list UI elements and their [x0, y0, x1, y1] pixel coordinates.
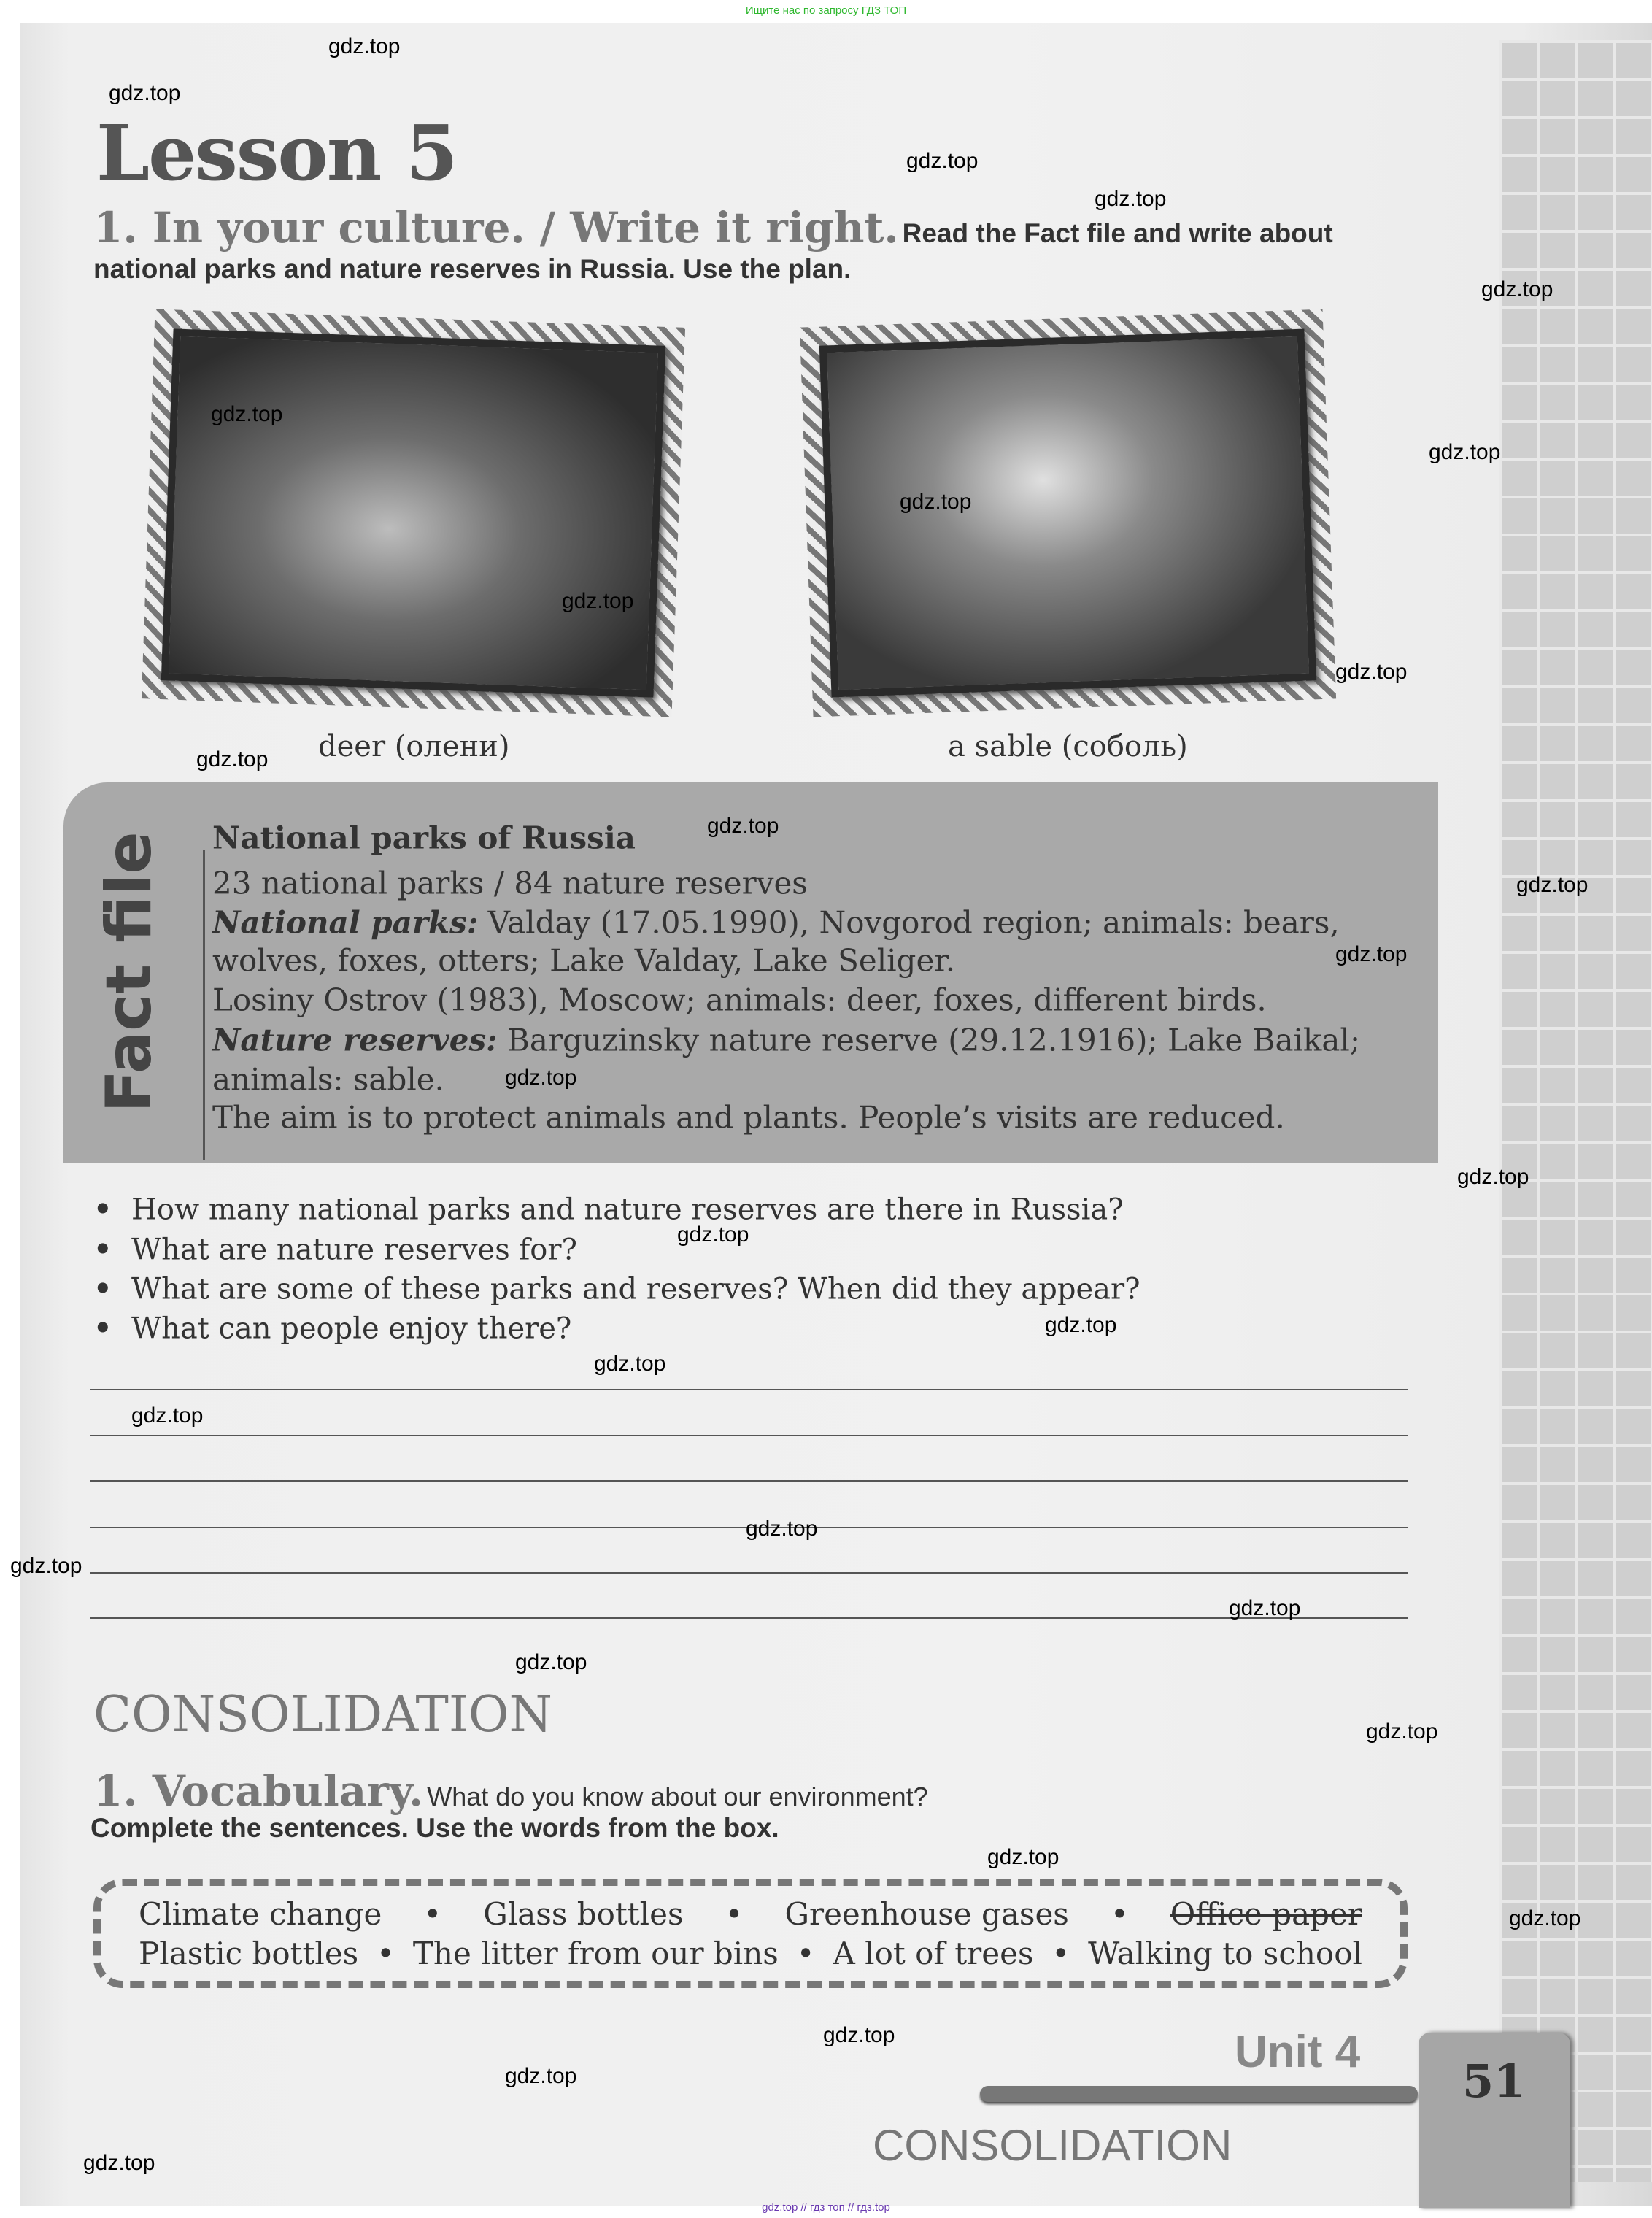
- fact-aim: The aim is to protect animals and plants. People’s visits are reduced.: [212, 1099, 1285, 1136]
- bullet-icon: •: [423, 1896, 442, 1932]
- plan-text: What can people enjoy there?: [131, 1312, 572, 1346]
- lesson-title: Lesson 5: [96, 108, 457, 198]
- fact-heading: National parks of Russia: [212, 820, 636, 856]
- watermark: gdz.top: [505, 1066, 577, 1090]
- bullet-icon: •: [93, 1271, 112, 1306]
- plan-item: [93, 1233, 577, 1267]
- exercise-title: 1. In your culture. / Write it right.: [93, 203, 899, 253]
- fact-line: Losiny Ostrov (1983), Moscow; animals: deer, foxes, different birds.: [212, 982, 1267, 1018]
- consolidation-heading: CONSOLIDATION: [93, 1686, 552, 1744]
- fact-count: 23 national parks / 84 nature reserves: [212, 865, 808, 901]
- watermark: gdz.top: [594, 1352, 666, 1376]
- fact-line: wolves, foxes, otters; Lake Valday, Lake Seliger.: [212, 942, 956, 979]
- word-item: Climate change: [139, 1896, 382, 1932]
- watermark: gdz.top: [109, 81, 181, 105]
- fact-text: Valday (17.05.1990), Novgorod region; animals: bears,: [478, 904, 1340, 941]
- watermark: gdz.top: [505, 2064, 577, 2088]
- watermark: gdz.top: [131, 1403, 204, 1428]
- vocabulary-instruction: Complete the sentences. Use the words from the box.: [90, 1813, 779, 1843]
- watermark: gdz.top: [900, 490, 972, 514]
- unit-bar: [980, 2086, 1418, 2102]
- watermark: gdz.top: [906, 149, 979, 173]
- watermark: gdz.top: [1457, 1165, 1529, 1189]
- watermark: gdz.top: [211, 402, 283, 426]
- sable-caption: a sable (соболь): [948, 730, 1188, 763]
- word-box-row: [139, 1896, 1362, 1932]
- writing-line[interactable]: [90, 1435, 1408, 1436]
- plan-item: [93, 1312, 571, 1346]
- fact-file-divider: [203, 850, 205, 1160]
- word-box: [93, 1879, 1408, 1988]
- page-edge-grid: [1499, 40, 1652, 2182]
- bullet-icon: •: [725, 1896, 744, 1932]
- writing-line[interactable]: [90, 1572, 1408, 1574]
- plan-text: How many national parks and nature reserves are there in Russia?: [131, 1193, 1124, 1227]
- word-item-used: Office paper: [1170, 1896, 1362, 1932]
- watermark: gdz.top: [515, 1650, 587, 1674]
- vocabulary-title: 1. Vocabulary.: [93, 1766, 424, 1816]
- search-banner: Ищите нас по запросу ГДЗ ТОП: [745, 4, 907, 17]
- deer-photo: [142, 309, 685, 717]
- watermark: gdz.top: [1429, 440, 1501, 464]
- fact-nature-reserves: [212, 1023, 1360, 1058]
- exercise-instruction-2: national parks and nature reserves in Russia. Use the plan.: [93, 254, 852, 284]
- vocabulary-question: What do you know about our environment?: [427, 1782, 928, 1811]
- watermark: gdz.top: [1045, 1313, 1117, 1337]
- plan-text: What are nature reserves for?: [131, 1233, 577, 1267]
- watermark: gdz.top: [1481, 277, 1553, 301]
- watermark: gdz.top: [1335, 660, 1408, 684]
- bullet-icon: •: [1110, 1896, 1129, 1932]
- footer-section-label: CONSOLIDATION: [873, 2121, 1232, 2170]
- watermark: gdz.top: [562, 589, 634, 613]
- deer-caption: deer (олени): [318, 730, 510, 763]
- watermark: gdz.top: [1229, 1596, 1301, 1620]
- writing-line[interactable]: [90, 1389, 1408, 1390]
- watermark: gdz.top: [1516, 873, 1589, 897]
- vocabulary-heading: [93, 1766, 928, 1816]
- word-item: Plastic bottles: [139, 1936, 359, 1971]
- word-item: The litter from our bins: [412, 1936, 779, 1971]
- fact-label: Nature reserves:: [212, 1022, 498, 1058]
- plan-text: What are some of these parks and reserves? When did they appear?: [131, 1272, 1140, 1306]
- word-box-row: [139, 1936, 1362, 1971]
- writing-line[interactable]: [90, 1617, 1408, 1619]
- watermark: gdz.top: [746, 1517, 818, 1541]
- bullet-icon: •: [93, 1192, 112, 1227]
- fact-file-label: Fact file: [93, 831, 166, 1113]
- unit-label: Unit 4: [1235, 2027, 1361, 2077]
- fact-label: National parks:: [212, 904, 479, 941]
- watermark: gdz.top: [10, 1554, 82, 1578]
- watermark: gdz.top: [1366, 1720, 1438, 1744]
- watermark: gdz.top: [1095, 187, 1167, 211]
- writing-line[interactable]: [90, 1480, 1408, 1482]
- watermark: gdz.top: [987, 1845, 1059, 1869]
- watermark: gdz.top: [83, 2151, 155, 2175]
- bullet-icon: •: [93, 1232, 112, 1267]
- watermark: gdz.top: [196, 747, 269, 771]
- watermark: gdz.top: [677, 1222, 749, 1247]
- fact-text: Barguzinsky nature reserve (29.12.1916); Lake Baikal;: [497, 1022, 1360, 1058]
- word-item: A lot of trees: [833, 1936, 1034, 1971]
- bullet-icon: •: [93, 1311, 112, 1346]
- word-item: Greenhouse gases: [784, 1896, 1069, 1932]
- watermark: gdz.top: [823, 2023, 895, 2047]
- page-number: 51: [1462, 2055, 1526, 2108]
- fact-national-parks: [212, 905, 1340, 941]
- word-item: Glass bottles: [483, 1896, 684, 1932]
- page-number-tab: [1419, 2033, 1570, 2208]
- word-item: Walking to school: [1088, 1936, 1362, 1971]
- plan-item: [93, 1272, 1140, 1306]
- plan-item: [93, 1193, 1124, 1227]
- watermark: gdz.top: [1509, 1906, 1581, 1930]
- sable-photo: [800, 309, 1336, 717]
- watermark: gdz.top: [328, 34, 401, 58]
- bullet-icon: •: [796, 1936, 815, 1971]
- watermark: gdz.top: [707, 814, 779, 838]
- bullet-icon: •: [377, 1936, 395, 1971]
- exercise-instruction: Read the Fact file and write about: [902, 218, 1333, 248]
- watermark: gdz.top: [1335, 942, 1408, 966]
- footer-links[interactable]: gdz.top // гдз топ // гдз.top: [762, 2201, 890, 2214]
- bullet-icon: •: [1051, 1936, 1070, 1971]
- fact-line: animals: sable.: [212, 1061, 444, 1098]
